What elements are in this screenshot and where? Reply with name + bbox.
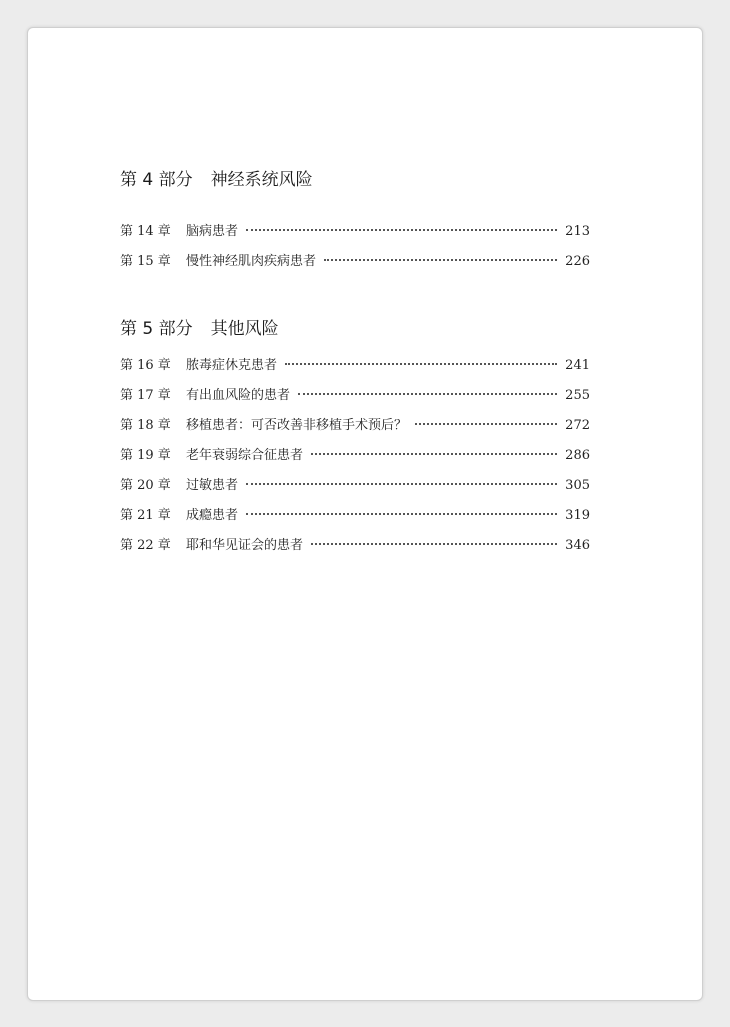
toc-entry[interactable] xyxy=(120,220,590,250)
dot-leader xyxy=(246,483,557,485)
chapter-title: 过敏患者 xyxy=(186,478,239,493)
dot-leader xyxy=(415,423,557,425)
dot-leader xyxy=(311,453,557,455)
chapter-title: 成瘾患者 xyxy=(186,508,239,523)
page-number: 241 xyxy=(565,358,590,373)
page-number: 319 xyxy=(565,508,590,523)
toc-entry[interactable] xyxy=(120,474,590,504)
chapter-title: 脓毒症休克患者 xyxy=(186,358,278,373)
toc-entry[interactable] xyxy=(120,354,590,384)
toc-entry[interactable] xyxy=(120,444,590,474)
page-number: 272 xyxy=(565,418,590,433)
part-title: 其他风险 xyxy=(210,319,279,339)
dot-leader xyxy=(311,543,557,545)
toc-entry[interactable] xyxy=(120,414,590,444)
part-label: 第 5 部分 xyxy=(120,319,193,339)
chapter-number: 第 17 章 xyxy=(120,388,171,403)
chapter-number: 第 21 章 xyxy=(120,508,171,523)
chapter-title: 有出血风险的患者 xyxy=(186,388,291,403)
dot-leader xyxy=(246,229,557,231)
chapter-number: 第 19 章 xyxy=(120,448,171,463)
toc-entry[interactable] xyxy=(120,504,590,534)
chapter-list xyxy=(120,220,590,280)
dot-leader xyxy=(246,513,557,515)
page-number: 286 xyxy=(565,448,590,463)
page-number: 346 xyxy=(565,538,590,553)
part-label: 第 4 部分 xyxy=(120,170,193,190)
chapter-list xyxy=(120,354,590,564)
chapter-number: 第 22 章 xyxy=(120,538,171,553)
chapter-number: 第 14 章 xyxy=(120,224,171,239)
document-page xyxy=(27,27,703,1001)
chapter-number: 第 20 章 xyxy=(120,478,171,493)
chapter-title: 老年衰弱综合征患者 xyxy=(186,448,304,463)
chapter-title: 耶和华见证会的患者 xyxy=(186,538,304,553)
chapter-title: 移植患者：可否改善非移植手术预后？ xyxy=(186,418,408,433)
page-number: 226 xyxy=(565,254,590,269)
page-number: 213 xyxy=(565,224,590,239)
chapter-title: 慢性神经肌肉疾病患者 xyxy=(186,254,317,269)
page-number: 305 xyxy=(565,478,590,493)
toc-entry[interactable] xyxy=(120,384,590,414)
part-heading xyxy=(120,314,279,339)
toc-entry[interactable] xyxy=(120,534,590,564)
chapter-number: 第 15 章 xyxy=(120,254,171,269)
chapter-number: 第 16 章 xyxy=(120,358,171,373)
dot-leader xyxy=(285,363,557,365)
part-title: 神经系统风险 xyxy=(210,170,313,190)
dot-leader xyxy=(298,393,557,395)
part-heading xyxy=(120,165,313,190)
dot-leader xyxy=(324,259,557,261)
chapter-title: 脑病患者 xyxy=(186,224,239,239)
page-number: 255 xyxy=(565,388,590,403)
toc-entry[interactable] xyxy=(120,250,590,280)
chapter-number: 第 18 章 xyxy=(120,418,171,433)
